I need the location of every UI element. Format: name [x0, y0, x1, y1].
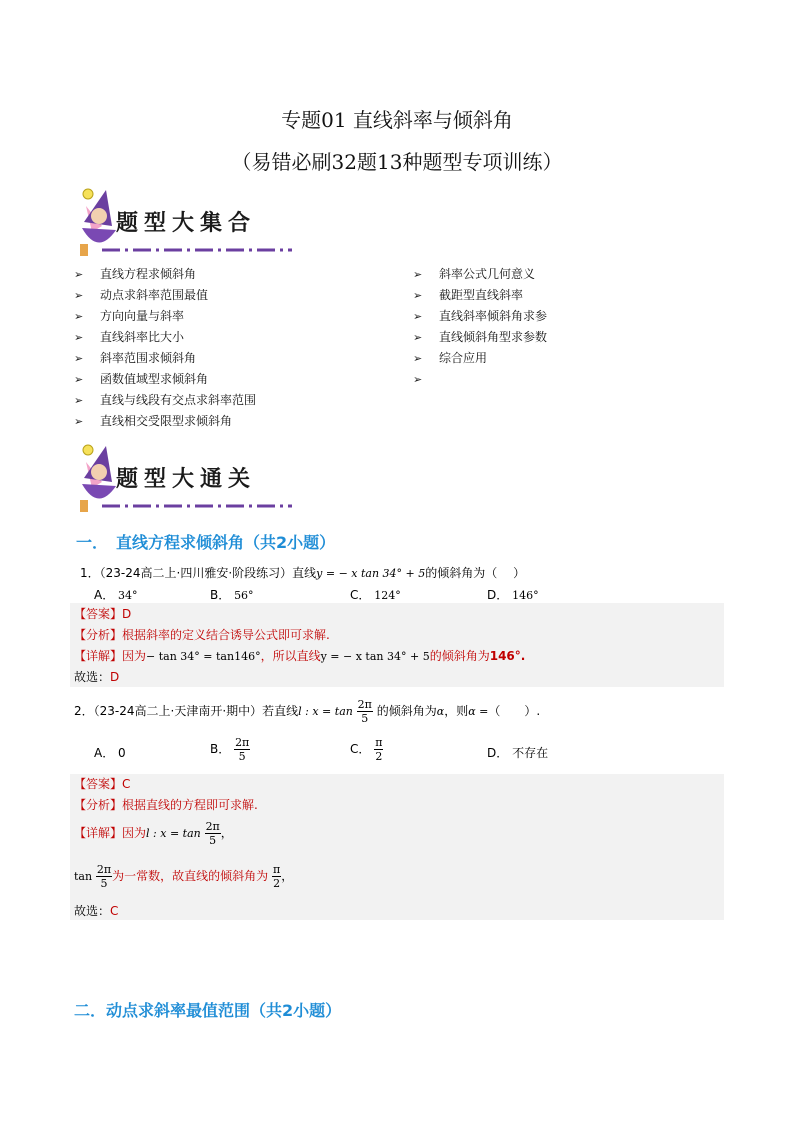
arrow-bullet-icon: ➢: [74, 415, 84, 428]
arrow-bullet-icon: ➢: [413, 373, 423, 386]
banner-collection-title: 题型大集合: [116, 210, 257, 236]
question-1: 1．（23-24高二上·四川雅安·阶段练习）直线y = − x tan 34° + 5的倾斜角为（ ）: [80, 566, 526, 580]
q1-option-d[interactable]: D． 146°: [487, 588, 539, 602]
toc-item[interactable]: ➢ 直线方程求倾斜角: [74, 265, 256, 283]
q2-option-a[interactable]: A． 0: [94, 746, 126, 760]
toc-item[interactable]: ➢ 截距型直线斜率: [413, 286, 547, 304]
toc-item[interactable]: ➢ 斜率公式几何意义: [413, 265, 547, 283]
toc-item[interactable]: ➢ 方向向量与斜率: [74, 307, 256, 325]
toc-item[interactable]: ➢ 函数值域型求倾斜角: [74, 370, 256, 388]
fraction: $\frac{2\pi}{5}$: [357, 698, 372, 725]
q1-choose: 故选：D: [74, 670, 120, 684]
page-subtitle: （易错必刷32题13种题型专项训练）: [231, 150, 563, 174]
q1-answer: 【答案】D: [74, 607, 132, 621]
section-heading-1: 一． 直线方程求倾斜角（共2小题）: [76, 533, 336, 552]
arrow-bullet-icon: ➢: [74, 289, 84, 302]
page-title: 专题01 直线斜率与倾斜角: [281, 108, 513, 132]
q2-detail-line2: tan $\frac{2\pi}{5}$ 为一常数，故直线的倾斜角为 $\frac{\pi}{2}$ ，: [74, 863, 294, 890]
toc-left: [74, 265, 256, 433]
toc-item[interactable]: ➢ 直线斜率比大小: [74, 328, 256, 346]
q2-option-b[interactable]: B． $\frac{2\pi}{5}$: [210, 736, 250, 763]
arrow-bullet-icon: ➢: [413, 289, 423, 302]
toc-item[interactable]: ➢ 直线与线段有交点求斜率范围: [74, 391, 256, 409]
toc-item[interactable]: ➢ 综合应用: [413, 349, 547, 367]
q2-option-d[interactable]: D． 不存在: [487, 746, 549, 760]
q2-analysis: 【分析】根据直线的方程即可求解.: [74, 798, 258, 812]
q2-answer: 【答案】C: [74, 777, 131, 791]
q2-detail: 【详解】因为l : x = tan $\frac{2\pi}{5}$ ，: [74, 820, 233, 847]
q1-option-c[interactable]: C． 124°: [350, 588, 401, 602]
arrow-bullet-icon: ➢: [413, 331, 423, 344]
arrow-bullet-icon: ➢: [413, 310, 423, 323]
arrow-bullet-icon: ➢: [74, 331, 84, 344]
arrow-bullet-icon: ➢: [74, 268, 84, 281]
toc-item[interactable]: ➢ 直线相交受限型求倾斜角: [74, 412, 256, 430]
question-2: 2．（23-24高二上·天津南开·期中）若直线l : x = tan $\frac{2\pi}{5}$ 的倾斜角为α，则α =（ ）.: [74, 698, 541, 725]
q2-option-c[interactable]: C． $\frac{\pi}{2}$: [350, 736, 383, 763]
arrow-bullet-icon: ➢: [74, 310, 84, 323]
toc-item[interactable]: ➢ 直线倾斜角型求参数: [413, 328, 547, 346]
q1-analysis: 【分析】根据斜率的定义结合诱导公式即可求解.: [74, 628, 330, 642]
section-heading-2: 二．动点求斜率最值范围（共2小题）: [74, 1001, 342, 1020]
toc-item[interactable]: ➢ 动点求斜率范围最值: [74, 286, 256, 304]
arrow-bullet-icon: ➢: [413, 268, 423, 281]
arrow-bullet-icon: ➢: [74, 373, 84, 386]
banner-collection: [72, 186, 302, 258]
arrow-bullet-icon: ➢: [413, 352, 423, 365]
q1-option-b[interactable]: B． 56°: [210, 588, 254, 602]
toc-item-empty[interactable]: [413, 370, 547, 388]
q1-solution-box: [70, 603, 724, 687]
q1-detail: 【详解】因为− tan 34° = tan146°，所以直线y = − x tan 34° + 5的倾斜角为146°.: [74, 649, 526, 663]
toc-item[interactable]: ➢ 直线斜率倾斜角求参: [413, 307, 547, 325]
q2-choose: 故选：C: [74, 904, 119, 918]
arrow-bullet-icon: ➢: [74, 394, 84, 407]
q1-option-a[interactable]: A． 34°: [94, 588, 138, 602]
banner-clearance-title: 题型大通关: [116, 466, 257, 492]
arrow-bullet-icon: ➢: [74, 352, 84, 365]
toc-item[interactable]: ➢ 斜率范围求倾斜角: [74, 349, 256, 367]
toc-right: [413, 265, 547, 391]
banner-clearance: [72, 442, 302, 514]
